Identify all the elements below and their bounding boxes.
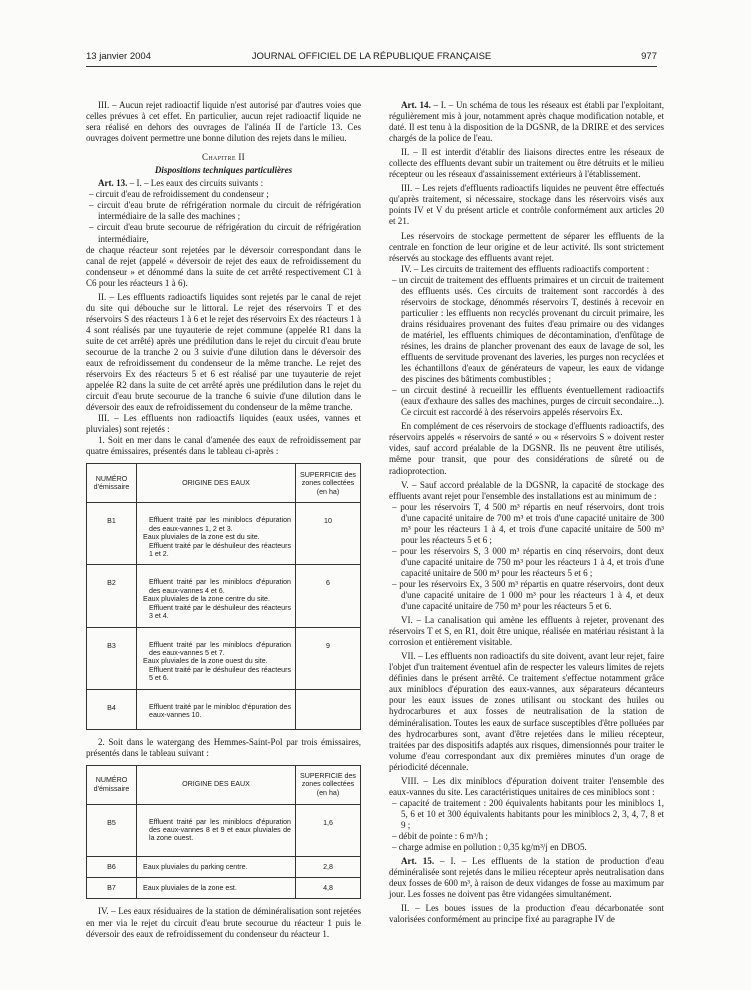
cell-superficie: 4,8	[296, 878, 361, 899]
art13-item-1: – circuit d'eau de refroidissement du condenseur ;	[89, 189, 269, 200]
col-header-numero: NUMÉRO d'émissaire	[87, 464, 137, 503]
cell-numero: B6	[87, 856, 137, 877]
iv-item-2: – un circuit destiné à recueillir les effluents éventuellement radioactifs (eaux d'exhaure des salles des machines, purges de circuit secondaire...). Ce circuit est raccordé à des réservoirs appelés réservoirs Ex.	[392, 385, 664, 418]
paragraph-art14-v: V. – Sauf accord préalable de la DGSNR, la capacité de stockage des effluents avant rejet pour l'ensemble des installations est au minimum de :	[389, 479, 664, 501]
cell-numero: B4	[87, 689, 137, 729]
cell-origine	[137, 565, 296, 627]
origine-line: Effluent traité par les miniblocs d'épuration des eaux-vannes 8 et 9 et eaux pluviales de la zone ouest.	[149, 817, 291, 843]
article-13-text: – I. – Les eaux des circuits suivants :	[127, 178, 264, 189]
paragraph-art13-ii: II. – Les effluents radioactifs liquides sont rejetés par le canal de rejet du site qui débouche sur le littoral. Le rejet des réservoirs T et des réservoirs S des réacteurs 1 à 6 et le rejet des réservoirs Ex des réacteurs 1 à 4 sont réalisés par une tuyauterie de rejet commune (appelée R1 dans la suite de cet arrêté) après une prédilution dans le rejet du circuit d'eau brute secourue de la tranche 2 ou 3 suivie d'une dilution dans le déversoir des eaux de refroidissement du condenseur de la même tranche. Le rejet des réservoirs Ex des réacteurs 5 et 6 est réalisé par une tuyauterie de rejet appelée R2 dans la suite de cet arrêté après une prédilution dans le rejet du circuit d'eau brute secourue de la tranche 6 suivie d'une dilution dans le déversoir des eaux de refroidissement du condenseur de la même tranche.	[86, 291, 361, 413]
header-rule	[86, 66, 657, 67]
article-13-intro	[86, 178, 361, 189]
chapter-heading: Chapitre II	[202, 152, 245, 163]
cell-numero: B5	[87, 804, 137, 856]
paragraph-art14-vii: VII. – Les effluents non radioactifs du site doivent, avant leur rejet, faire l'objet d'un traitement éventuel afin de respecter les valeurs limites de rejets définies dans le présent arrêté. Ce traitement s'effectue notamment grâce aux miniblocs d'épuration des eaux-vannes, aux séparateurs décanteurs pour les eaux issues de zones utilisant ou stockant des huiles ou hydrocarbures et aux fosses de neutralisation de la station de déminéralisation. Toutes les eaux de surface susceptibles d'être polluées par des hydrocarbures sont, avant d'être rejetées dans le milieu récepteur, traitées par des dispositifs adaptés aux risques, dimensionnés pour traiter le volume d'eau correspondant aux dix premières minutes d'un orage de périodicité décennale.	[389, 651, 664, 772]
cell-origine	[137, 627, 296, 689]
left-column	[86, 100, 361, 940]
table-header-row	[87, 765, 361, 804]
article-14-text: – I. – Un schéma de tous les réseaux est établi par l'exploitant, régulièrement mis à jour, notamment après chaque modification notable, et daté. Il est tenu à la disposition de la DGSNR, de la DRIRE et des services chargés de la police de l'eau.	[389, 100, 665, 144]
viii-item-3: – charge admise en pollution : 0,35 kg/m³/j en DBO5.	[392, 842, 587, 853]
table-row	[87, 856, 361, 877]
cell-origine	[137, 878, 296, 899]
viii-item-2: – débit de pointe : 6 m³/h ;	[392, 831, 488, 841]
col-header-numero: NUMÉRO d'émissaire	[87, 765, 137, 804]
paragraph-art13-iii: III. – Les effluents non radioactifs liquides (eaux usées, vannes et pluviales) sont rejetés :	[86, 413, 361, 435]
header-page-number: 977	[641, 51, 657, 62]
origine-line: Eaux pluviales de la zone est du site.	[143, 533, 260, 542]
table-row	[87, 689, 361, 729]
origine-line: Effluent traité par les miniblocs d'épuration des eaux-vannes 5 et 7.	[149, 640, 291, 657]
running-header	[86, 51, 657, 65]
paragraph-complement: En complément de ces réservoirs de stockage d'effluents radioactifs, des réservoirs appelés « réservoirs de santé » ou « réservoirs S » doivent rester vides, sauf accord préalable de la DGSNR. Ils ne peuvent être utilisés, même pour transit, que pour des considérations de sûreté ou de radioprotection.	[389, 421, 664, 476]
cell-origine	[137, 689, 296, 729]
paragraph-art14-vi: VI. – La canalisation qui amène les effluents à rejeter, provenant des réservoirs T et S, en R1, doit être unique, réalisée en matériau résistant à la corrosion et entièrement visitable.	[389, 615, 664, 648]
table-row	[87, 565, 361, 627]
chapter-title: Dispositions techniques particulières	[154, 165, 293, 176]
header-journal-title: JOURNAL OFFICIEL DE LA RÉPUBLIQUE FRANÇAISE	[251, 51, 492, 62]
article-15-label: Art. 15.	[401, 856, 435, 867]
paragraph-stockage: Les réservoirs de stockage permettent de séparer les effluents de la centrale en fonction de leur origine et de leur activité. Ils sont strictement réservés au stockage des effluents avant rejet.	[389, 230, 664, 263]
cell-numero: B3	[87, 627, 137, 689]
table-row	[87, 627, 361, 689]
origine-line: Eaux pluviales de la zone centre du site.	[143, 595, 270, 604]
art13-item-2: – circuit d'eau brute de réfrigération normale du circuit de réfrigération intermédiaire de la salle des machines ;	[89, 200, 361, 222]
origine-line: Effluent traité par le minibloc d'épuration des eaux-vannes 10.	[149, 702, 291, 719]
cell-superficie: 2,8	[296, 856, 361, 877]
paragraph-art12-iii: III. – Aucun rejet radioactif liquide n'est autorisé par d'autres voies que celles prévues à cet effet. En particulier, aucun rejet radioactif liquide ne sera réalisé en dehors des ouvrages de l'alinéa II de l'article 13. Ces ouvrages doivent permettre une bonne dilution des rejets dans le milieu.	[86, 100, 361, 144]
paragraph-art13-iii-2: 2. Soit dans le watergang des Hemmes-Saint-Pol par trois émissaires, présentés dans le tableau suivant :	[86, 736, 361, 758]
origine-line: Effluent traité par le déshuileur des réacteurs 5 et 6.	[149, 665, 291, 683]
article-15-text: – I. – Les effluents de la station de production d'eau déminéralisée sont rejetés dans le milieu récepteur après neutralisation dans deux fosses de 600 m³, à raison de deux vidanges de fosse au maximum par jour. Les fosses ne doivent pas être vidangées simultanément.	[389, 856, 664, 900]
cell-origine	[137, 804, 296, 856]
col-header-origine: ORIGINE DES EAUX	[137, 464, 296, 503]
cell-superficie: 1,6	[296, 804, 361, 856]
origine-line: Eaux pluviales de la zone est.	[143, 884, 237, 893]
table-row	[87, 804, 361, 856]
cell-superficie: 9	[296, 627, 361, 689]
article-15-i	[389, 856, 664, 900]
paragraph-art14-viii: VIII. – Les dix miniblocs d'épuration doivent traiter l'ensemble des eaux-vannes du site. Les caractéristiques unitaires de ces miniblocs sont :	[389, 775, 664, 797]
origine-line: Effluent traité par le déshuileur des réacteurs 1 et 2.	[149, 541, 291, 559]
origine-line: Eaux pluviales du parking centre.	[143, 862, 248, 871]
cell-numero: B2	[87, 565, 137, 627]
cell-numero: B7	[87, 878, 137, 899]
cell-numero: B1	[87, 503, 137, 565]
col-header-origine: ORIGINE DES EAUX	[137, 765, 296, 804]
paragraph-art14-iii: III. – Les rejets d'effluents radioactifs liquides ne peuvent être effectués qu'après traitement, si nécessaire, stockage dans les réservoirs visés aux points IV et V du présent article et contrôle conformément aux articles 20 et 21.	[389, 183, 664, 227]
paragraph-art13-iv: IV. – Les eaux résiduaires de la station de déminéralisation sont rejetées en mer via le rejet du circuit d'eau brute secourue du réacteur 1 puis le déversoir des eaux de refroidissement du condenseur du réacteur 1.	[86, 906, 361, 939]
col-header-superficie: SUPERFICIE des zones collectées (en ha)	[296, 464, 361, 503]
emissaires-table-1	[86, 463, 361, 729]
right-column	[389, 100, 664, 925]
cell-superficie: 10	[296, 503, 361, 565]
article-14-i	[389, 100, 664, 144]
cell-superficie	[296, 689, 361, 729]
emissaires-table-2	[86, 765, 361, 900]
art13-conclusion: de chaque réacteur sont rejetées par le déversoir correspondant dans le canal de rejet (appelé « déversoir de rejet des eaux de refroidissement du condenseur » et dénommé dans la suite de cet arrêté respectivement C1 à C6 pour les réacteurs 1 à 6).	[86, 244, 361, 288]
paragraph-art15-ii: II. – Les boues issues de la production d'eau décarbonatée sont valorisées conformément au principe fixé au paragraphe IV de	[389, 903, 664, 925]
paragraph-art14-iv: IV. – Les circuits de traitement des effluents radioactifs comportent :	[401, 263, 650, 274]
v-item-3: – pour les réservoirs Ex, 3 500 m³ répartis en quatre réservoirs, dont deux d'une capacité unitaire de 1 000 m³ pour les réacteurs 1 à 4, et deux d'une capacité unitaire de 750 m³ pour les réacteurs 5 et 6.	[392, 578, 664, 612]
v-item-1: – pour les réservoirs T, 4 500 m³ répartis en neuf réservoirs, dont trois d'une capacité unitaire de 700 m³ et trois d'une capacité unitaire de 300 m³ pour les réacteurs 1 à 4, et trois d'une capacité unitaire de 500 m³ pour les réacteurs 5 et 6 ;	[392, 501, 664, 545]
origine-line: Effluent traité par les miniblocs d'épuration des eaux-vannes 1, 2 et 3.	[149, 516, 291, 533]
article-14-label: Art. 14.	[401, 100, 431, 110]
v-item-2: – pour les réservoirs S, 3 000 m³ répartis en cinq réservoirs, dont deux d'une capacité unitaire de 750 m³ pour les réacteurs 1 à 4, et trois d'une capacité unitaire de 500 m³ pour les réacteurs 5 et 6 ;	[392, 545, 664, 578]
cell-superficie: 6	[296, 565, 361, 627]
origine-line: Eaux pluviales de la zone ouest du site.	[143, 657, 268, 666]
cell-origine	[137, 856, 296, 877]
paragraph-art14-ii: II. – Il est interdit d'établir des liaisons directes entre les réseaux de collecte des effluents devant subir un traitement ou être détruits et le milieu récepteur ou les réseaux d'assainissement extérieurs à l'établissement.	[389, 147, 664, 180]
art13-item-3: – circuit d'eau brute secourue de réfrigération du circuit de réfrigération intermédiaire,	[89, 222, 361, 244]
table-row	[87, 503, 361, 565]
table-row	[87, 878, 361, 899]
origine-line: Effluent traité par le déshuileur des réacteurs 3 et 4.	[149, 603, 291, 621]
cell-origine	[137, 503, 296, 565]
article-13-label: Art. 13.	[98, 178, 128, 189]
table-header-row	[87, 464, 361, 503]
col-header-superficie: SUPERFICIE des zones collectées (en ha)	[296, 765, 361, 804]
paragraph-art13-iii-1: 1. Soit en mer dans le canal d'amenée des eaux de refroidissement par quatre émissaires, présentés dans le tableau ci-après :	[86, 435, 361, 457]
iv-item-1: – un circuit de traitement des effluents primaires et un circuit de traitement des effluents usés. Ces circuits de traitement sont raccordés à des réservoirs de stockage, dénommés réservoirs T, destinés à recevoir en particulier : les effluents non recyclés provenant du circuit primaire, les drains résiduaires provenant des fuites d'eau primaire ou des vidanges de matériel, les effluents chimiques de décontamination, d'enfûtage de résines, les drains de plancher provenant des eaux de lavage de sol, les effluents de servitude provenant des laveries, les purges non recyclées et les échantillons d'eaux de générateurs de vapeur, les eaux de vidange des piscines des bâtiments combustibles ;	[392, 274, 664, 385]
header-date: 13 janvier 2004	[86, 51, 151, 62]
origine-line: Effluent traité par les miniblocs d'épuration des eaux-vannes 4 et 6.	[149, 578, 291, 595]
viii-item-1: – capacité de traitement : 200 équivalents habitants pour les miniblocs 1, 5, 6 et 10 et 300 équivalents habitants pour les miniblocs 2, 3, 4, 7, 8 et 9 ;	[392, 797, 664, 830]
